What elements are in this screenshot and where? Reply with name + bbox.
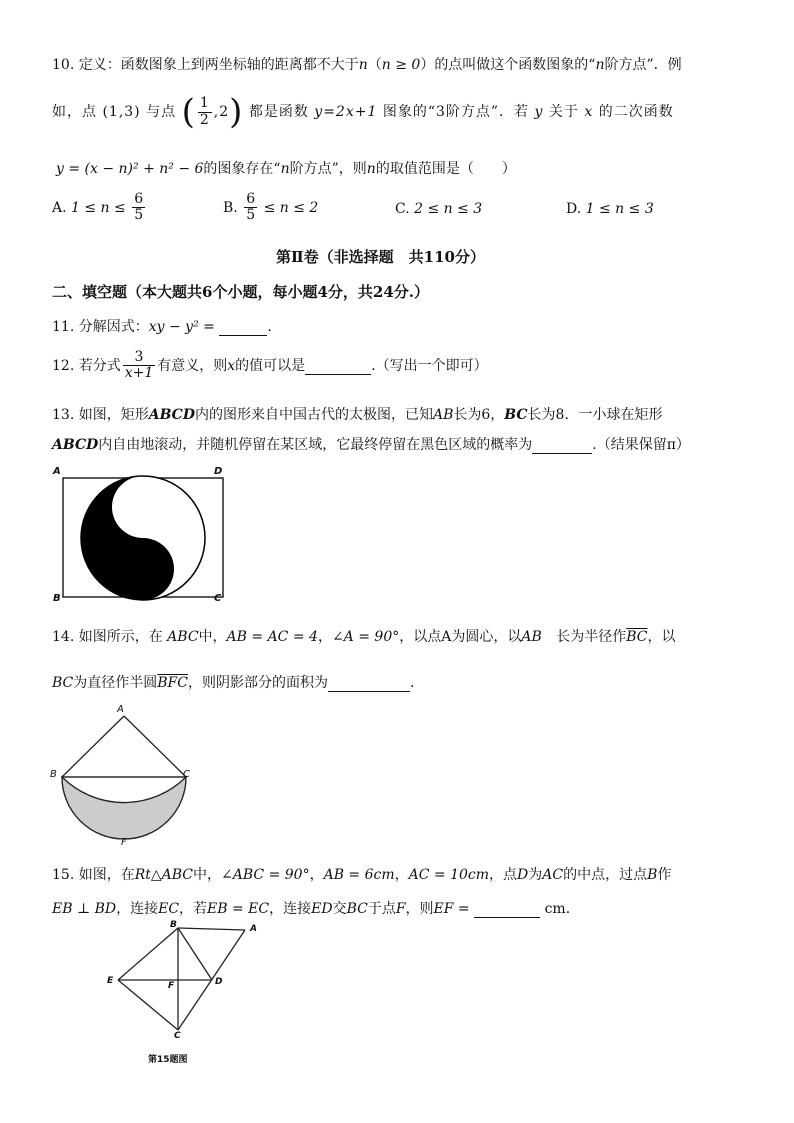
q10-text: 都是函数: [248, 104, 309, 120]
choice-text: 1 ≤ n ≤ 3: [585, 201, 654, 217]
seg-bc: BC: [504, 407, 528, 423]
q15-line2: [52, 898, 570, 918]
point2-fraction: [198, 96, 212, 128]
answer-blank[interactable]: [219, 319, 267, 336]
q13-text: 内的图形来自中国古代的太极图，已知: [194, 407, 433, 423]
label-a: A: [250, 924, 257, 934]
q15-ef: EF =: [433, 901, 470, 917]
q11-tail: .: [267, 319, 272, 335]
part2-title: 二、填空题（本大题共6个小题，每小题4分，共24分.）: [52, 283, 429, 301]
q12-tail: .（写出一个即可）: [371, 357, 488, 374]
q14-tail: .: [409, 675, 415, 691]
q15-eq2: AB = 6cm: [323, 867, 395, 883]
q14-text: ，以点A为圆心，以: [399, 629, 522, 645]
choice-text: 2 ≤ n ≤ 3: [414, 201, 483, 217]
q15-text: 作: [657, 867, 672, 883]
seg-bc: BC: [346, 901, 368, 917]
seg-ac-line: [124, 716, 186, 777]
q15-eq1: ∠ABC = 90°: [221, 867, 310, 883]
frac-num: 1: [199, 95, 210, 112]
q13-text: 长为8．一小球在矩形: [527, 407, 663, 423]
choice-d[interactable]: [566, 201, 654, 217]
taiji-symbol: [81, 476, 205, 600]
answer-blank[interactable]: [532, 437, 592, 454]
q10-text: 的二次函数: [598, 104, 674, 120]
choice-label: D.: [566, 201, 582, 217]
label-a: A: [53, 466, 61, 477]
q10-text: 与点: [146, 104, 177, 120]
var-n: n: [595, 57, 605, 73]
sector-diagram: [46, 702, 206, 852]
q10-text: 的图象存在“: [203, 161, 281, 177]
q15-line1: [52, 864, 671, 884]
q10-line1: [52, 54, 682, 74]
arc-bc: $\overline{BC}$: [626, 629, 648, 645]
var-n: n: [280, 161, 290, 177]
choice-label: A.: [52, 199, 67, 216]
answer-blank[interactable]: [474, 901, 540, 918]
q13-line2: [52, 434, 690, 454]
point-f: F: [395, 901, 406, 917]
paren-close: ）: [420, 57, 435, 73]
q11: [52, 316, 272, 336]
q14-eq2: ∠A = 90°: [331, 629, 400, 645]
paren-right: ): [229, 92, 244, 132]
q13-figure: [52, 466, 232, 606]
q15-number: 15.: [52, 867, 75, 883]
seg-ec: EC: [158, 901, 180, 917]
seg-ab: AB: [432, 407, 454, 423]
q10-text: 关于: [548, 104, 579, 120]
function-expr: y=2x+1: [314, 104, 378, 120]
seg-ab-line: [62, 716, 124, 777]
seg-ed: ED: [311, 901, 333, 917]
q14-text: 长为半径作: [556, 629, 627, 645]
frac-num: 3: [123, 350, 156, 366]
q10-condition: n ≥ 0: [381, 57, 421, 73]
label-b: B: [170, 920, 177, 930]
var-n: n: [366, 161, 376, 177]
perp-eb-bd: EB ⊥ BD: [52, 901, 117, 917]
q15-text: 于点: [367, 901, 396, 917]
q14-text: 为直径作半圆: [73, 675, 158, 691]
answer-blank[interactable]: [305, 358, 371, 375]
q15-text: ，连接: [116, 901, 159, 917]
choice-fraction: [132, 192, 145, 224]
q15-text: ，连接: [269, 901, 312, 917]
choice-b[interactable]: [223, 192, 318, 224]
taiji-diagram: [52, 466, 232, 606]
q13-text: 如图，矩形: [78, 407, 149, 423]
answer-blank[interactable]: [328, 675, 410, 692]
point-d: D: [517, 867, 529, 883]
point-1: (1,3): [102, 104, 141, 120]
choice-label: B.: [223, 199, 238, 216]
triangle-rt-abc: Rt△ABC: [134, 867, 194, 883]
frac-den: 5: [246, 207, 256, 224]
q12: [52, 350, 488, 382]
q13-text: .（结果保留π）: [592, 437, 690, 453]
label-b: B: [53, 593, 61, 604]
q10-line3: [56, 158, 516, 178]
q15-text: ，点: [489, 867, 518, 883]
q15-sep: ，: [394, 867, 409, 883]
q14-text: ，则阴影部分的面积为: [187, 675, 328, 691]
q12-text: 若分式: [78, 357, 121, 374]
label-d: D: [215, 977, 223, 987]
label-c: C: [174, 1031, 181, 1041]
q12-text: 有意义，则: [157, 357, 228, 374]
q12-text: 的值可以是: [235, 357, 306, 374]
var-n: n: [358, 57, 368, 73]
q15-sep: ，: [309, 867, 324, 883]
seg-bc: BC: [52, 675, 74, 691]
q15-eq4: EB = EC: [207, 901, 270, 917]
q12-number: 12.: [52, 357, 75, 374]
label-b: B: [50, 769, 57, 780]
q10-number: 10.: [52, 57, 75, 73]
q15-text: 交: [332, 901, 347, 917]
q15-text: ，则: [405, 901, 434, 917]
q15-eq3: AC = 10cm: [408, 867, 490, 883]
q14-sep: ，: [317, 629, 332, 645]
arc-bfc: $\overline{BFC}$: [157, 675, 188, 691]
q11-number: 11.: [52, 319, 75, 335]
q10-text: 阶方点”，则: [289, 161, 367, 177]
seg-bd-line: [178, 928, 212, 980]
q15-text: 如图，在: [78, 867, 135, 883]
q14-eq1: AB = AC = 4: [226, 629, 318, 645]
rt-triangle-diagram: [100, 920, 260, 1068]
q13-text: 内自由地滚动，并随机停留在某区域，它最终停留在黑色区域的概率为: [98, 437, 533, 453]
triangle-abc: ABC: [167, 629, 199, 645]
q10-text: 的点叫做这个函数图象的“: [434, 57, 596, 73]
label-a: A: [117, 704, 124, 715]
q11-expr: xy − y² =: [148, 319, 215, 335]
q15-text: 的中点，过点: [563, 867, 648, 883]
unit-cm: cm: [544, 901, 566, 917]
choice-label: C.: [395, 201, 410, 217]
q13-line1: [52, 404, 662, 424]
label-f: F: [168, 981, 175, 991]
choice-c[interactable]: [395, 201, 482, 217]
q15-tail: .: [565, 901, 571, 917]
paren-left: (: [181, 92, 196, 132]
q12-fraction: [123, 350, 156, 382]
var-y: y: [534, 104, 544, 120]
q15-text: 中，: [193, 867, 222, 883]
q13-number: 13.: [52, 407, 75, 423]
seg-ba-line: [178, 928, 245, 930]
q10-text: 的取值范围是（ ）: [375, 161, 516, 177]
q15-text: ，若: [179, 901, 208, 917]
q14-text: 中，: [198, 629, 227, 645]
seg-eb-line: [118, 928, 178, 980]
q13-text: 长为6，: [453, 407, 505, 423]
taiji-white-dot: [136, 500, 150, 514]
label-f: F: [121, 837, 127, 848]
q15-text: 为: [528, 867, 543, 883]
section-title: 第Ⅱ卷（非选择题 共110分）: [276, 248, 485, 266]
q14-line2: [52, 672, 414, 692]
q14-text: 如图所示，在: [78, 629, 163, 645]
quadratic-formula: y = (x − n)² + n² − 6: [56, 161, 204, 177]
seg-ac: AC: [542, 867, 564, 883]
var-x: x: [584, 104, 594, 120]
q15-figure: [100, 920, 260, 1068]
rect-abcd: ABCD: [148, 407, 195, 423]
q10-text: 如，点: [52, 104, 97, 120]
q14-number: 14.: [52, 629, 75, 645]
point-b: B: [647, 867, 658, 883]
frac-num: 6: [134, 191, 144, 207]
frac-den: 2: [199, 111, 210, 128]
label-d: D: [214, 466, 223, 477]
q14-text: ，以: [647, 629, 676, 645]
q10-text: 阶方点”．例: [604, 57, 682, 73]
seg-ab: AB: [521, 629, 542, 645]
figure-caption: 第15题图: [148, 1055, 188, 1065]
frac-num: 6: [246, 191, 256, 207]
q14-line1: [52, 626, 675, 646]
choice-text: 1 ≤ n ≤: [71, 199, 126, 216]
choice-fraction: [244, 192, 257, 224]
choice-text: ≤ n ≤ 2: [263, 199, 319, 216]
label-e: E: [107, 976, 114, 986]
label-c: C: [214, 593, 222, 604]
choice-a[interactable]: [52, 192, 147, 224]
q10-line2: [52, 92, 674, 132]
point2-tail: ,2: [213, 104, 230, 120]
label-c: C: [183, 769, 190, 780]
frac-den: 5: [134, 207, 144, 224]
var-x: x: [227, 357, 236, 374]
q11-text: 分解因式：: [78, 319, 149, 335]
frac-den: x+1: [124, 365, 154, 382]
q10-text: 图象的“3阶方点”．若: [382, 104, 530, 120]
paren-open: （: [367, 57, 382, 73]
q14-figure: [46, 702, 206, 852]
rect-abcd: ABCD: [52, 437, 99, 453]
taiji-black-dot: [136, 562, 150, 576]
q10-text: 定义：函数图象上到两坐标轴的距离都不大于: [78, 57, 359, 73]
